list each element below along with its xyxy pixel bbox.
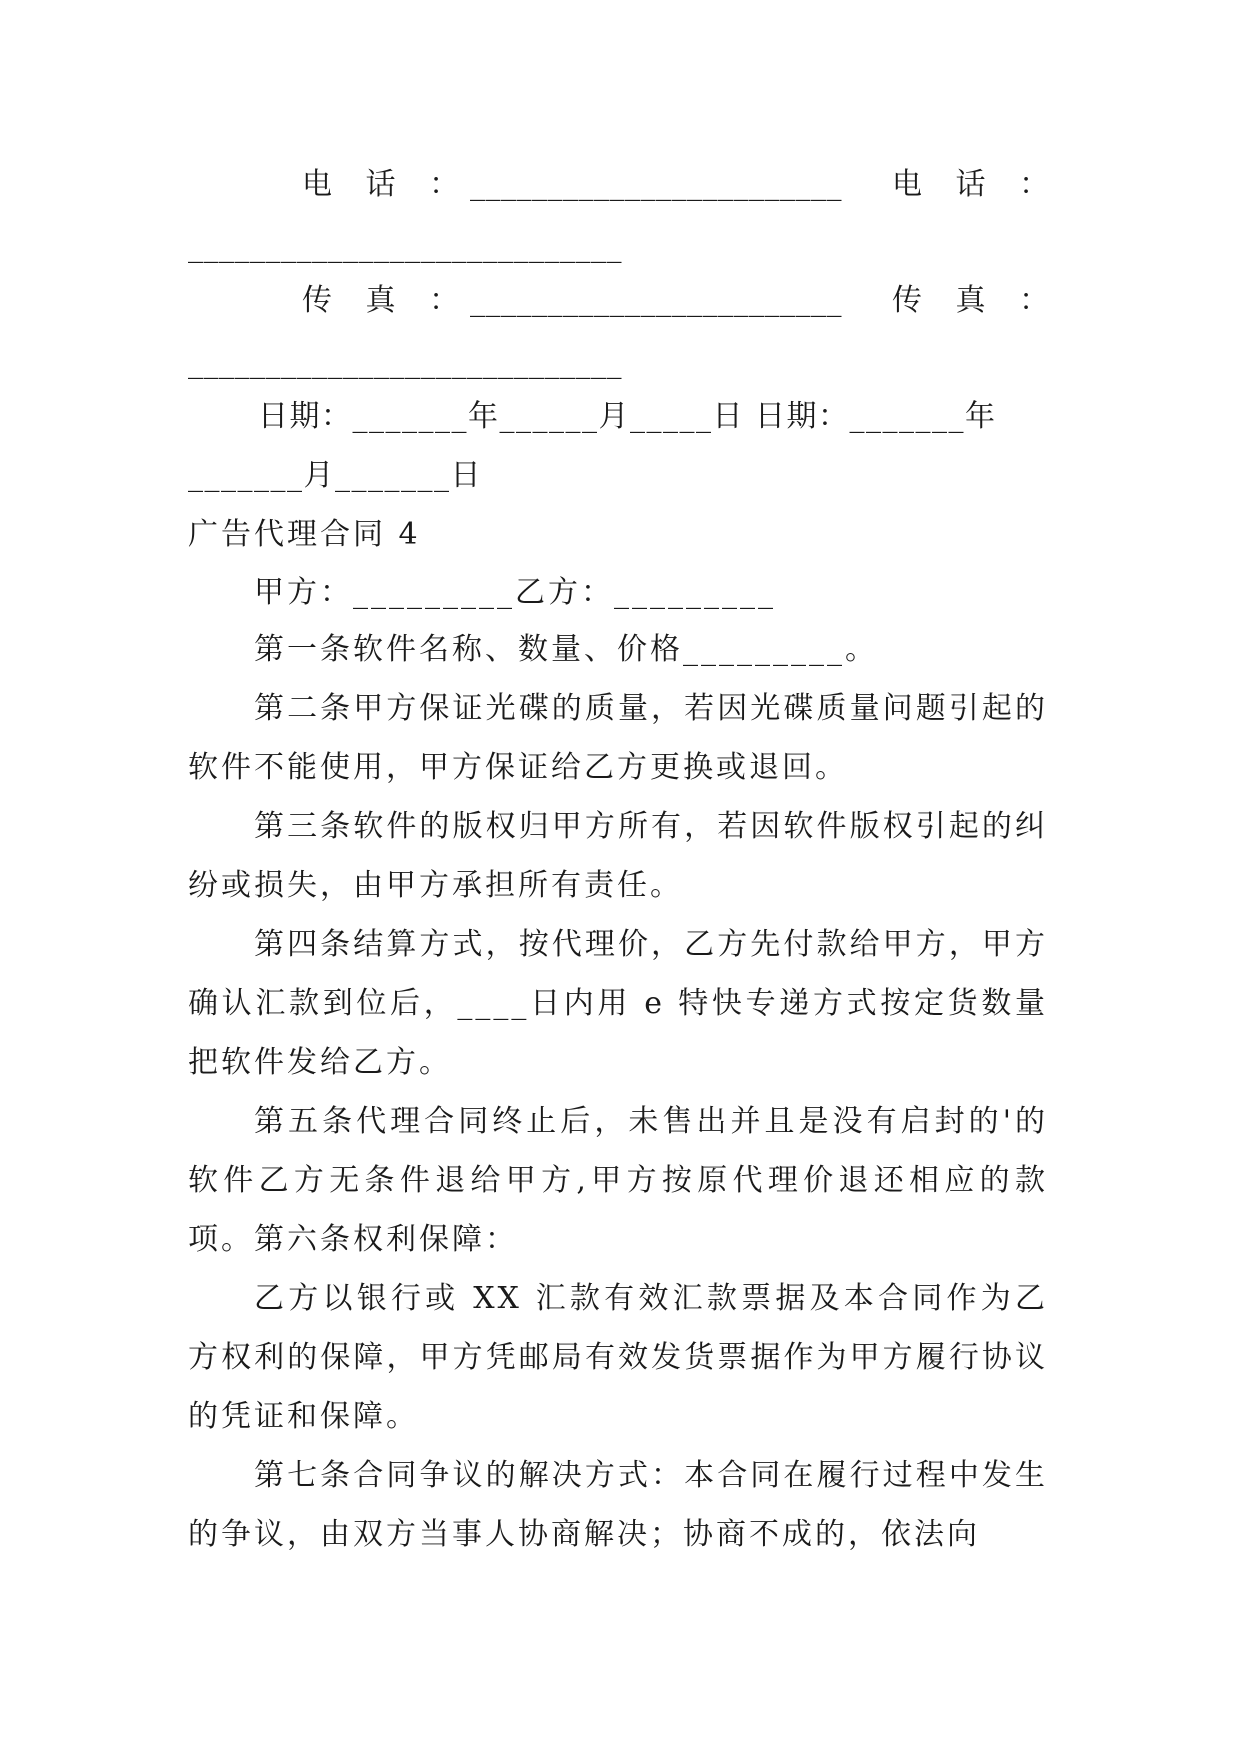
phone-blank-2: ____________________________: [188, 229, 622, 264]
fax-blank: ________________________: [470, 283, 842, 318]
contract-title: 广告代理合同 4: [188, 517, 421, 552]
fax-label-2: 传 真 ：: [892, 283, 1062, 318]
phone-blank: ________________________: [470, 167, 842, 202]
phone-label: 电 话 ：: [302, 167, 472, 202]
contract-parties: 甲方：_________乙方：_________: [254, 575, 776, 610]
article-4: 第四条结算方式，按代理价，乙方先付款给甲方，甲方确认汇款到位后，____日内用 e 特快专递方式按定货数量把软件发给乙方。: [188, 927, 1048, 1080]
article-2: 第二条甲方保证光碟的质量，若因光碟质量问题引起的软件不能使用，甲方保证给乙方更换或退回。: [188, 691, 1048, 785]
article-1: 第一条软件名称、数量、价格_________。: [254, 632, 878, 667]
article-7: 第七条合同争议的解决方式：本合同在履行过程中发生的争议，由双方当事人协商解决；协商不成的，依法向: [188, 1458, 1048, 1552]
date-line-1: 日期：_______年______月_____日 日期：_______年: [258, 399, 997, 434]
phone-label-2: 电 话 ：: [892, 167, 1062, 202]
article-3: 第三条软件的版权归甲方所有，若因软件版权引起的纠纷或损失，由甲方承担所有责任。: [188, 809, 1048, 903]
article-6: 第六条权利保障：: [254, 1222, 518, 1257]
fax-blank-2: ____________________________: [188, 345, 622, 380]
article-5: 第五条代理合同终止后，未售出并且是没有启封的'的软件乙方无条件退给甲方,甲方按原代理价退还相应的款项。: [188, 1104, 1048, 1257]
article-6-body: 乙方以银行或 XX 汇款有效汇款票据及本合同作为乙方权利的保障，甲方凭邮局有效发货票据作为甲方履行协议的凭证和保障。: [188, 1281, 1048, 1434]
fax-label: 传 真 ：: [302, 283, 472, 318]
date-line-2: _______月_______日: [188, 458, 482, 493]
